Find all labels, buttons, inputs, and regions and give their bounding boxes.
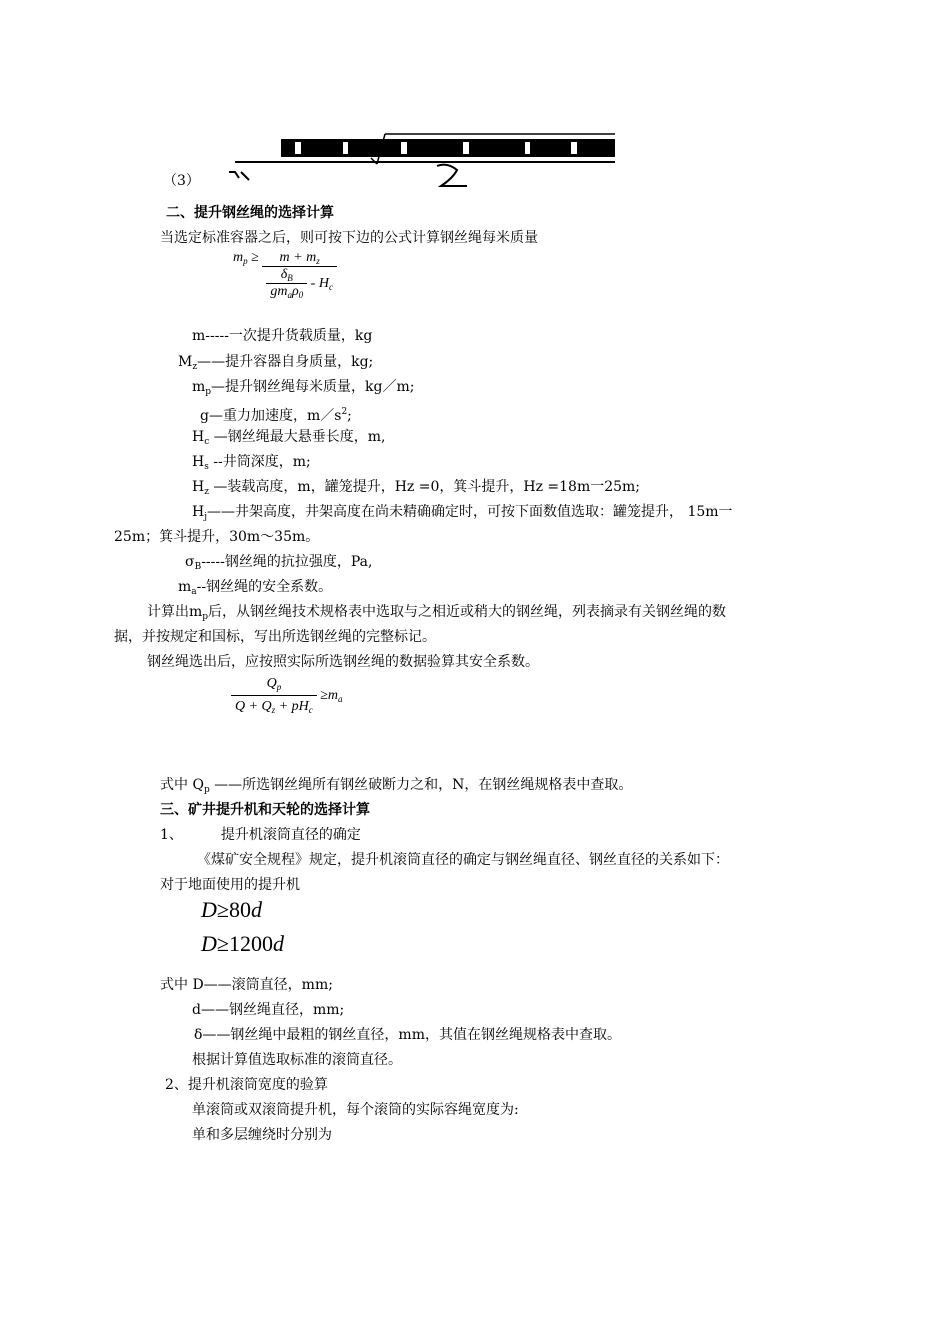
formula2-numerator: $Q_p$ [231, 676, 317, 696]
formula1-fraction [262, 250, 337, 300]
def-hj-line1: $H_j——$井架高度，井架高度在尚未精确确定时，可按下面数值选取：罐笼提升， 15m一 [192, 504, 733, 522]
formula1-numerator: $m + m_z$ [262, 250, 337, 267]
formula1-minus-term: - $H_c$ [310, 275, 333, 292]
section-2-intro: 当选定标准容器之后，则可按下边的公式计算钢丝绳每米质量 [160, 230, 538, 246]
section-2-title: 二、提升钢丝绳的选择计算 [166, 205, 334, 221]
def-hc: $H_c$ —钢丝绳最大悬垂长度，m, [192, 429, 386, 447]
equation-d-1200: D≥1200d [201, 931, 284, 956]
para-select-drum: 根据计算值选取标准的滚筒直径。 [192, 1052, 402, 1068]
formula1-rel: ≥ [251, 250, 259, 265]
where-D: 式中 D——滚筒直径，mm; [160, 977, 333, 993]
section-3-item1: 1、 提升机滚筒直径的确定 [160, 827, 361, 843]
section-3-item2: 2、提升机滚筒宽度的验算 [165, 1077, 328, 1093]
formula2-denominator: $Q + Q_z + pH_c$ [235, 699, 313, 715]
para-select-rope-line1: 计算出$m_p$后，从钢丝绳技术规格表中选取与之相近或稍大的钢丝绳，列表摘录有关钢丝绳的数 [147, 604, 727, 622]
section-3-title: 三、矿井提升机和天轮的选择计算 [160, 802, 370, 818]
formula1-inner-fraction [266, 267, 307, 300]
formula1-inner-num: $\delta_B$ [266, 267, 307, 284]
where-delta: δ——钢丝绳中最粗的钢丝直径，mm，其值在钢丝绳规格表中查取。 [194, 1027, 621, 1043]
para-winding: 单和多层缠绕时分别为 [192, 1127, 332, 1143]
def-mz: $M_z——$提升容器自身质量，kg; [178, 354, 374, 372]
formula2-rel: $\ge m_a$ [320, 687, 343, 704]
formula1-inner-den: $gm_a\rho_0$ [270, 284, 304, 300]
section-3-para1: 《煤矿安全规程》规定，提升机滚筒直径的确定与钢丝绳直径、钢丝直径的关系如下： [197, 852, 729, 868]
formula1-denominator [262, 267, 337, 300]
def-hs: $H_s$ --井筒深度，m; [192, 454, 311, 472]
formula1-lhs: $m_p$ [233, 250, 248, 266]
where-qp: 式中 $Q_p$ ——所选钢丝绳所有钢丝破断力之和，N，在钢丝绳规格表中查取。 [160, 777, 633, 795]
def-m: m-----一次提升货载质量，kg [192, 328, 373, 344]
def-ma: $m_a--$钢丝绳的安全系数。 [178, 579, 333, 597]
formula-safety-factor [231, 676, 343, 715]
formula-glyph-art [225, 128, 617, 188]
para-verify-safety: 钢丝绳选出后，应按照实际所选钢丝绳的数据验算其安全系数。 [147, 654, 539, 670]
def-mp: $m_p—$提升钢丝绳每米质量，kg／m; [192, 379, 415, 397]
def-g: g—重力加速度，$m/s^2$; [200, 407, 352, 424]
section-3-para2: 对于地面使用的提升机 [160, 877, 300, 893]
def-hz: $H_z$ —装载高度，m，罐笼提升，Hz =0，箕斗提升，Hz =18m一25m; [192, 479, 641, 497]
para-drum-width: 单滚筒或双滚筒提升机，每个滚筒的实际容绳宽度为: [192, 1102, 519, 1118]
formula2-fraction [231, 676, 317, 715]
garbled-formula-image [225, 128, 617, 188]
equation-d-80: D≥80d [201, 897, 262, 922]
where-d: d——钢丝绳直径，mm; [192, 1002, 345, 1018]
equation-number-3: （3） [163, 173, 200, 189]
def-sigma: $\sigma_B-----$钢丝绳的抗拉强度，Pa, [185, 554, 373, 572]
formula-rope-mass [233, 250, 337, 300]
para-select-rope-line2: 据，并按规定和国标，写出所选钢丝绳的完整标记。 [114, 629, 436, 645]
def-hj-line2: 25m；箕斗提升，30m～35m。 [114, 529, 320, 545]
